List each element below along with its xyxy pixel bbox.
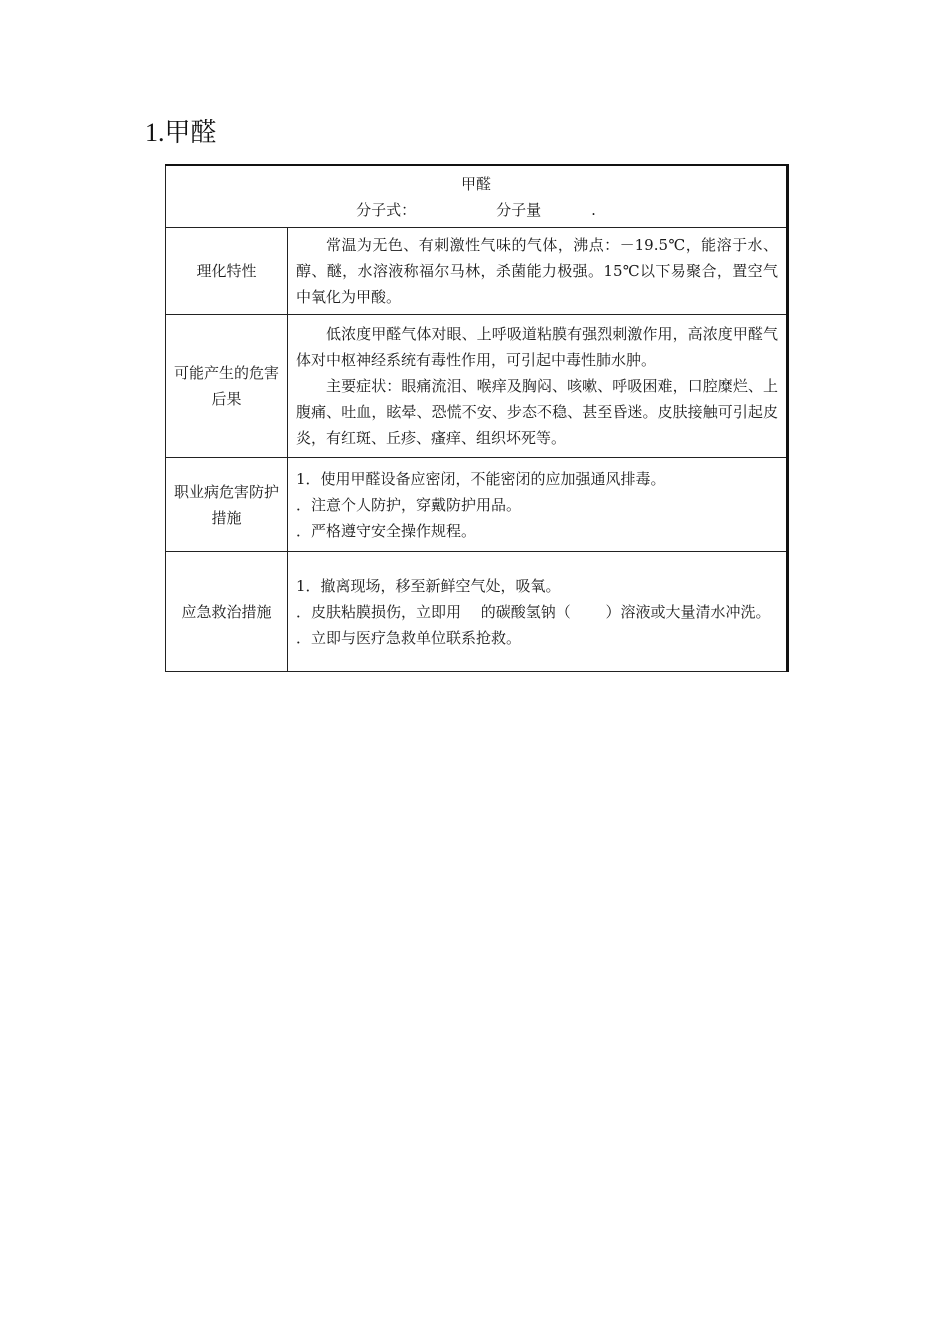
row-label-protection: 职业病危害防护措施: [166, 458, 288, 552]
table-row: [166, 458, 788, 552]
row-label-properties: 理化特性: [166, 228, 288, 315]
hazards-paragraph-2: 主要症状：眼痛流泪、喉痒及胸闷、咳嗽、呼吸困难，口腔糜烂、上腹痛、吐血，眩晕、恐慌不安、步态不稳、甚至昏迷。皮肤接触可引起皮炎，有红斑、丘疹、瘙痒、组织坏死等。: [296, 377, 778, 447]
table-row: [166, 228, 788, 315]
row-label-hazards: 可能产生的危害后果: [166, 315, 288, 458]
emergency-item-2: ．皮肤粘膜损伤，立即用 的碳酸氢钠（ ）溶液或大量清水冲洗。: [296, 602, 771, 621]
protection-item-2: ．注意个人防护，穿戴防护用品。: [296, 495, 522, 514]
emergency-item-1: 1．撤离现场，移至新鲜空气处，吸氧。: [296, 576, 561, 595]
molecular-weight-dot: .: [591, 200, 596, 219]
table-row: [166, 552, 788, 672]
formaldehyde-info-table: [165, 164, 789, 672]
properties-content: [288, 228, 788, 315]
properties-paragraph: 常温为无色、有刺激性气味的气体，沸点：－19.5℃，能溶于水、醇、醚，水溶液称福尔马林，杀菌能力极强。15℃以下易聚合，置空气中氧化为甲酸。: [296, 236, 778, 306]
section-heading: 1.甲醛: [145, 118, 217, 147]
row-label-emergency: 应急救治措施: [166, 552, 288, 672]
title-cell: [166, 165, 788, 228]
substance-title: 甲醛: [460, 174, 491, 193]
protection-content: [288, 458, 788, 552]
formula-label: 分子式：: [356, 200, 417, 219]
protection-item-1: 1．使用甲醛设备应密闭，不能密闭的应加强通风排毒。: [296, 469, 666, 488]
formula-line: [166, 197, 786, 223]
table-row: [166, 315, 788, 458]
molecular-weight-label: 分子量: [496, 200, 542, 219]
protection-item-3: ．严格遵守安全操作规程。: [296, 521, 477, 540]
emergency-content: [288, 552, 788, 672]
hazards-content: [288, 315, 788, 458]
table-title-row: [166, 165, 788, 228]
hazards-paragraph-1: 低浓度甲醛气体对眼、上呼吸道粘膜有强烈刺激作用，高浓度甲醛气体对中枢神经系统有毒性作用，可引起中毒性肺水肿。: [296, 325, 778, 369]
emergency-item-3: ．立即与医疗急救单位联系抢救。: [296, 628, 522, 647]
